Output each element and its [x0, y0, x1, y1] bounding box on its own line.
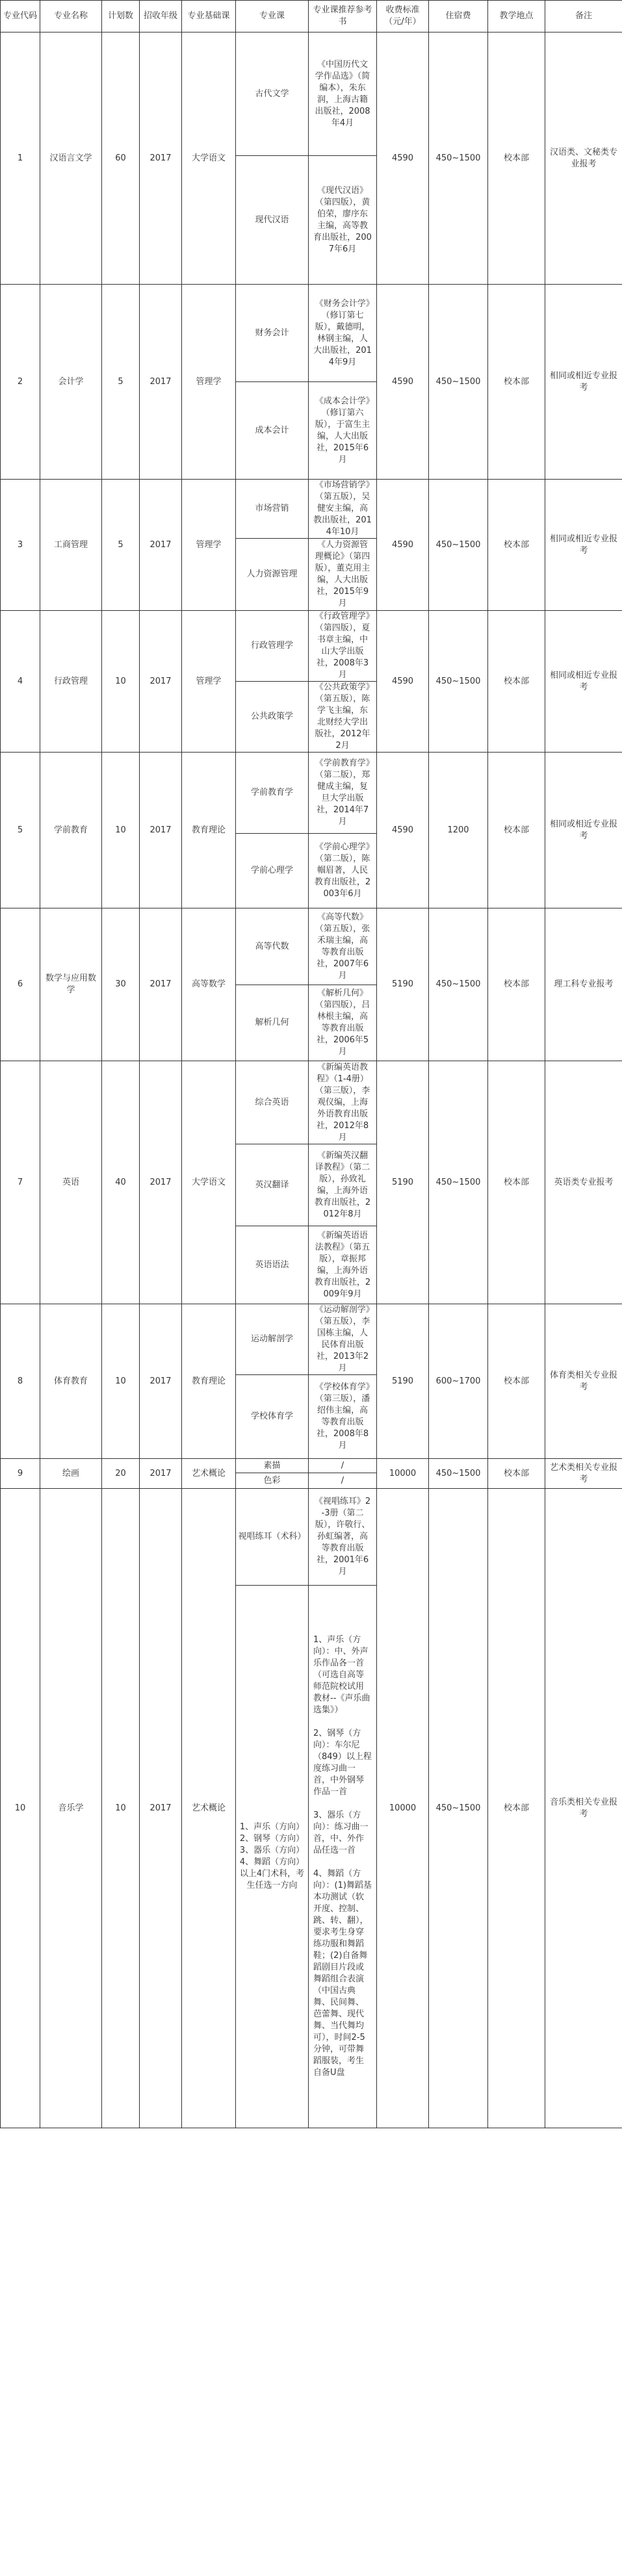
- cell-course: 英汉翻译: [236, 1144, 309, 1226]
- cell-note: 相同或相近专业报考: [545, 753, 622, 908]
- cell-book: [309, 1226, 377, 1304]
- cell-plan: 10: [102, 753, 140, 908]
- cell-fee: 4590: [377, 753, 429, 908]
- header-base-course: 专业基础课: [182, 1, 236, 32]
- cell-code: 7: [1, 1061, 40, 1304]
- cell-note: 理工科专业报考: [545, 908, 622, 1061]
- cell-note: 相同或相近专业报考: [545, 285, 622, 480]
- table-row: [1, 1459, 622, 1473]
- book-text: 《财务会计学》（修订第七版），戴德明，林钢主编，人大出版社，2014年9月: [313, 298, 372, 367]
- cell-name: 绘画: [40, 1459, 102, 1489]
- cell-book: [309, 285, 377, 382]
- cell-location: 校本部: [488, 1061, 545, 1304]
- cell-fee: 10000: [377, 1459, 429, 1489]
- cell-plan: 5: [102, 480, 140, 611]
- header-name: 专业名称: [40, 1, 102, 32]
- book-text: 《行政管理学》（第四版），夏书章主编，中山大学出版社，2008年3月: [315, 612, 370, 680]
- header-fee: 收费标准（元/年）: [377, 1, 429, 32]
- book-text: 《市场营销学》（第五版），吴健安主编，高教出版社，2014年10月: [313, 480, 372, 537]
- cell-fee: 4590: [377, 480, 429, 611]
- cell-lodging: 450~1500: [429, 908, 488, 1061]
- table-row: [1, 1304, 622, 1375]
- cell-code: 6: [1, 908, 40, 1061]
- book-text: 《新编英汉翻译教程》（第二版），孙致礼编，上海外语教育出版社，2012年8月: [314, 1150, 371, 1219]
- book-text: 《人力资源管理概论》（第四版），董克用主编，人大出版社，2015年9月: [315, 540, 370, 608]
- cell-year: 2017: [140, 1459, 182, 1489]
- cell-location: 校本部: [488, 1459, 545, 1489]
- cell-year: 2017: [140, 908, 182, 1061]
- book-text: 《高等代数》（第五版），张禾瑞主编，高等教育出版社，2007年6月: [315, 912, 370, 981]
- cell-year: 2017: [140, 480, 182, 611]
- cell-location: 校本部: [488, 32, 545, 285]
- cell-base-course: 艺术概论: [182, 1459, 236, 1489]
- cell-book: [309, 156, 377, 285]
- header-year: 招收年级: [140, 1, 182, 32]
- cell-book: [309, 908, 377, 985]
- cell-note: 音乐类相关专业报考: [545, 1489, 622, 2128]
- header-row: [1, 1, 622, 32]
- table-row: [1, 32, 622, 156]
- cell-course: 学校体育学: [236, 1375, 309, 1459]
- header-location: 教学地点: [488, 1, 545, 32]
- cell-name: 汉语言文学: [40, 32, 102, 285]
- cell-book: [309, 834, 377, 908]
- cell-code: 1: [1, 32, 40, 285]
- cell-note: 相同或相近专业报考: [545, 480, 622, 611]
- cell-book: [309, 611, 377, 682]
- cell-lodging: 450~1500: [429, 1489, 488, 2128]
- book-text: 《学前心理学》（第二版），陈帼眉著，人民教育出版社，2003年6月: [314, 842, 371, 899]
- cell-book: [309, 753, 377, 834]
- header-code: 专业代码: [1, 1, 40, 32]
- cell-book: [309, 985, 377, 1061]
- cell-location: 校本部: [488, 908, 545, 1061]
- cell-note: 汉语类、文秘类专业报考: [545, 32, 622, 285]
- cell-name: 音乐学: [40, 1489, 102, 2128]
- cell-course: 色彩: [236, 1473, 309, 1489]
- cell-course: 人力资源管理: [236, 539, 309, 611]
- cell-name: 行政管理: [40, 611, 102, 753]
- book-text: 《运动解剖学》（第五版），李国栋主编，人民体育出版社，2013年2月: [315, 1305, 370, 1373]
- cell-book: [309, 1375, 377, 1459]
- cell-location: 校本部: [488, 1489, 545, 2128]
- cell-course: 英语语法: [236, 1226, 309, 1304]
- cell-base-course: 大学语文: [182, 1061, 236, 1304]
- cell-code: 8: [1, 1304, 40, 1459]
- cell-code: 5: [1, 753, 40, 908]
- cell-course: 公共政策学: [236, 682, 309, 753]
- table-body: [1, 32, 622, 2128]
- header-course: 专业课: [236, 1, 309, 32]
- cell-lodging: 450~1500: [429, 32, 488, 285]
- cell-code: 3: [1, 480, 40, 611]
- cell-book: [309, 1144, 377, 1226]
- header-book: 专业课推荐参考书: [309, 1, 377, 32]
- cell-base-course: 高等数学: [182, 908, 236, 1061]
- cell-year: 2017: [140, 285, 182, 480]
- cell-fee: 10000: [377, 1489, 429, 2128]
- cell-course: 财务会计: [236, 285, 309, 382]
- cell-note: 英语类专业报考: [545, 1061, 622, 1304]
- cell-code: 4: [1, 611, 40, 753]
- cell-fee: 4590: [377, 32, 429, 285]
- cell-location: 校本部: [488, 611, 545, 753]
- table-row: [1, 1061, 622, 1144]
- book-text: 《公共政策学》（第五版），陈学飞主编，东北财经大学出版社，2012年2月: [315, 682, 370, 751]
- cell-year: 2017: [140, 611, 182, 753]
- cell-course: 学前心理学: [236, 834, 309, 908]
- cell-note: 体育类相关专业报考: [545, 1304, 622, 1459]
- header-lodging: 住宿费: [429, 1, 488, 32]
- cell-course: 高等代数: [236, 908, 309, 985]
- book-text: 《中国历代文学作品选》（简编本），朱东润，上海古籍出版社，2008年4月: [315, 59, 370, 128]
- cell-fee: 5190: [377, 1061, 429, 1304]
- book-text: 《新编英语教程》（1-4册）（第三版），李观仪编，上海外语教育出版社，2012年8月: [315, 1062, 370, 1142]
- cell-book: [309, 382, 377, 480]
- cell-lodging: 450~1500: [429, 480, 488, 611]
- cell-book: [309, 32, 377, 156]
- cell-book: [309, 682, 377, 753]
- cell-base-course: 管理学: [182, 285, 236, 480]
- cell-book: [309, 1489, 377, 1586]
- cell-book: [309, 480, 377, 539]
- cell-course: 素描: [236, 1459, 309, 1473]
- cell-location: 校本部: [488, 480, 545, 611]
- book-text: 1、声乐（方向）：中、外声乐作品各一首（可选自高等师范院校试用教材--《声乐曲选集》） 2、钢琴（方向）：车尔尼（849）以上程度练习曲一首，中外钢琴作品一首 3、器乐（方向）：练习曲一首，中、外作品任选一首 4、舞蹈（方向）：(1)舞蹈基本功测试（软开度、控制、跳、转、翻），要求考生身穿练功服和舞蹈鞋；(2)自备舞蹈剧目片段或舞蹈组合表演（中国古典舞、民间舞、芭蕾舞、现代舞、当代舞均可），时间2-5分钟，可带舞蹈服装，考生自备U盘: [313, 1635, 372, 2078]
- cell-plan: 20: [102, 1459, 140, 1489]
- table-row: [1, 1489, 622, 1586]
- cell-book: [309, 1304, 377, 1375]
- header-note: 备注: [545, 1, 622, 32]
- cell-book: [309, 539, 377, 611]
- cell-plan: 10: [102, 611, 140, 753]
- cell-lodging: 450~1500: [429, 611, 488, 753]
- cell-lodging: 1200: [429, 753, 488, 908]
- cell-course: 现代汉语: [236, 156, 309, 285]
- cell-year: 2017: [140, 1304, 182, 1459]
- cell-name: 体育教育: [40, 1304, 102, 1459]
- cell-year: 2017: [140, 32, 182, 285]
- book-text: 《学校体育学》（第三版），潘绍伟主编，高等教育出版社，2008年8月: [315, 1382, 370, 1450]
- cell-course: 解析几何: [236, 985, 309, 1061]
- table-row: [1, 611, 622, 682]
- cell-course: 综合英语: [236, 1061, 309, 1144]
- cell-name: 数学与应用数学: [40, 908, 102, 1061]
- cell-fee: 4590: [377, 285, 429, 480]
- book-text: 《视唱练耳》2-3册（第二版），许敬行、孙虹编著，高等教育出版社，2001年6月: [314, 1497, 371, 1577]
- cell-code: 10: [1, 1489, 40, 2128]
- cell-book: [309, 1473, 377, 1489]
- cell-year: 2017: [140, 753, 182, 908]
- book-text: 《解析几何》（第四版），吕林根主编，高等教育出版社，2006年5月: [315, 988, 370, 1057]
- cell-base-course: 教育理论: [182, 753, 236, 908]
- header-plan: 计划数: [102, 1, 140, 32]
- book-text: 《现代汉语》（第四版），黄伯荣，廖序东主编，高等教育出版社，2007年6月: [313, 185, 372, 254]
- cell-base-course: 艺术概论: [182, 1489, 236, 2128]
- cell-lodging: 450~1500: [429, 285, 488, 480]
- book-text: /: [341, 1460, 344, 1471]
- cell-location: 校本部: [488, 1304, 545, 1459]
- cell-course: 古代文学: [236, 32, 309, 156]
- cell-plan: 10: [102, 1304, 140, 1459]
- cell-fee: 5190: [377, 908, 429, 1061]
- cell-note: 相同或相近专业报考: [545, 611, 622, 753]
- cell-course: 市场营销: [236, 480, 309, 539]
- cell-code: 9: [1, 1459, 40, 1489]
- cell-note: 艺术类相关专业报考: [545, 1459, 622, 1489]
- cell-course: 学前教育学: [236, 753, 309, 834]
- cell-name: 英语: [40, 1061, 102, 1304]
- cell-base-course: 教育理论: [182, 1304, 236, 1459]
- cell-course: 运动解剖学: [236, 1304, 309, 1375]
- cell-course: 行政管理学: [236, 611, 309, 682]
- cell-book: [309, 1459, 377, 1473]
- cell-base-course: 大学语文: [182, 32, 236, 285]
- book-text: /: [341, 1475, 344, 1486]
- cell-book: [309, 1586, 377, 2128]
- table-row: [1, 753, 622, 834]
- cell-year: 2017: [140, 1489, 182, 2128]
- cell-plan: 5: [102, 285, 140, 480]
- cell-plan: 40: [102, 1061, 140, 1304]
- cell-base-course: 管理学: [182, 611, 236, 753]
- cell-name: 学前教育: [40, 753, 102, 908]
- cell-location: 校本部: [488, 753, 545, 908]
- cell-plan: 60: [102, 32, 140, 285]
- cell-fee: 4590: [377, 611, 429, 753]
- cell-lodging: 450~1500: [429, 1061, 488, 1304]
- cell-course: 视唱练耳（术科）: [236, 1489, 309, 1586]
- book-text: 《成本会计学》（修订第六版），于富生主编，人大出版社，2015年6月: [315, 396, 370, 465]
- cell-course: 1、声乐（方向） 2、钢琴（方向） 3、器乐（方向） 4、舞蹈（方向） 以上4门术科，考生任选一方向: [236, 1586, 309, 2128]
- table-row: [1, 908, 622, 985]
- cell-lodging: 450~1500: [429, 1459, 488, 1489]
- cell-course: 成本会计: [236, 382, 309, 480]
- cell-location: 校本部: [488, 285, 545, 480]
- cell-plan: 30: [102, 908, 140, 1061]
- cell-name: 工商管理: [40, 480, 102, 611]
- cell-lodging: 600~1700: [429, 1304, 488, 1459]
- cell-code: 2: [1, 285, 40, 480]
- cell-fee: 5190: [377, 1304, 429, 1459]
- cell-plan: 10: [102, 1489, 140, 2128]
- cell-base-course: 管理学: [182, 480, 236, 611]
- cell-book: [309, 1061, 377, 1144]
- table-row: [1, 480, 622, 539]
- cell-year: 2017: [140, 1061, 182, 1304]
- cell-name: 会计学: [40, 285, 102, 480]
- table-row: [1, 285, 622, 382]
- book-text: 《学前教育学》（第二版），郑健成主编，复旦大学出版社，2014年7月: [315, 758, 370, 827]
- book-text: 《新编英语语法教程》（第五版），章振邦编，上海外语教育出版社，2009年9月: [314, 1230, 371, 1299]
